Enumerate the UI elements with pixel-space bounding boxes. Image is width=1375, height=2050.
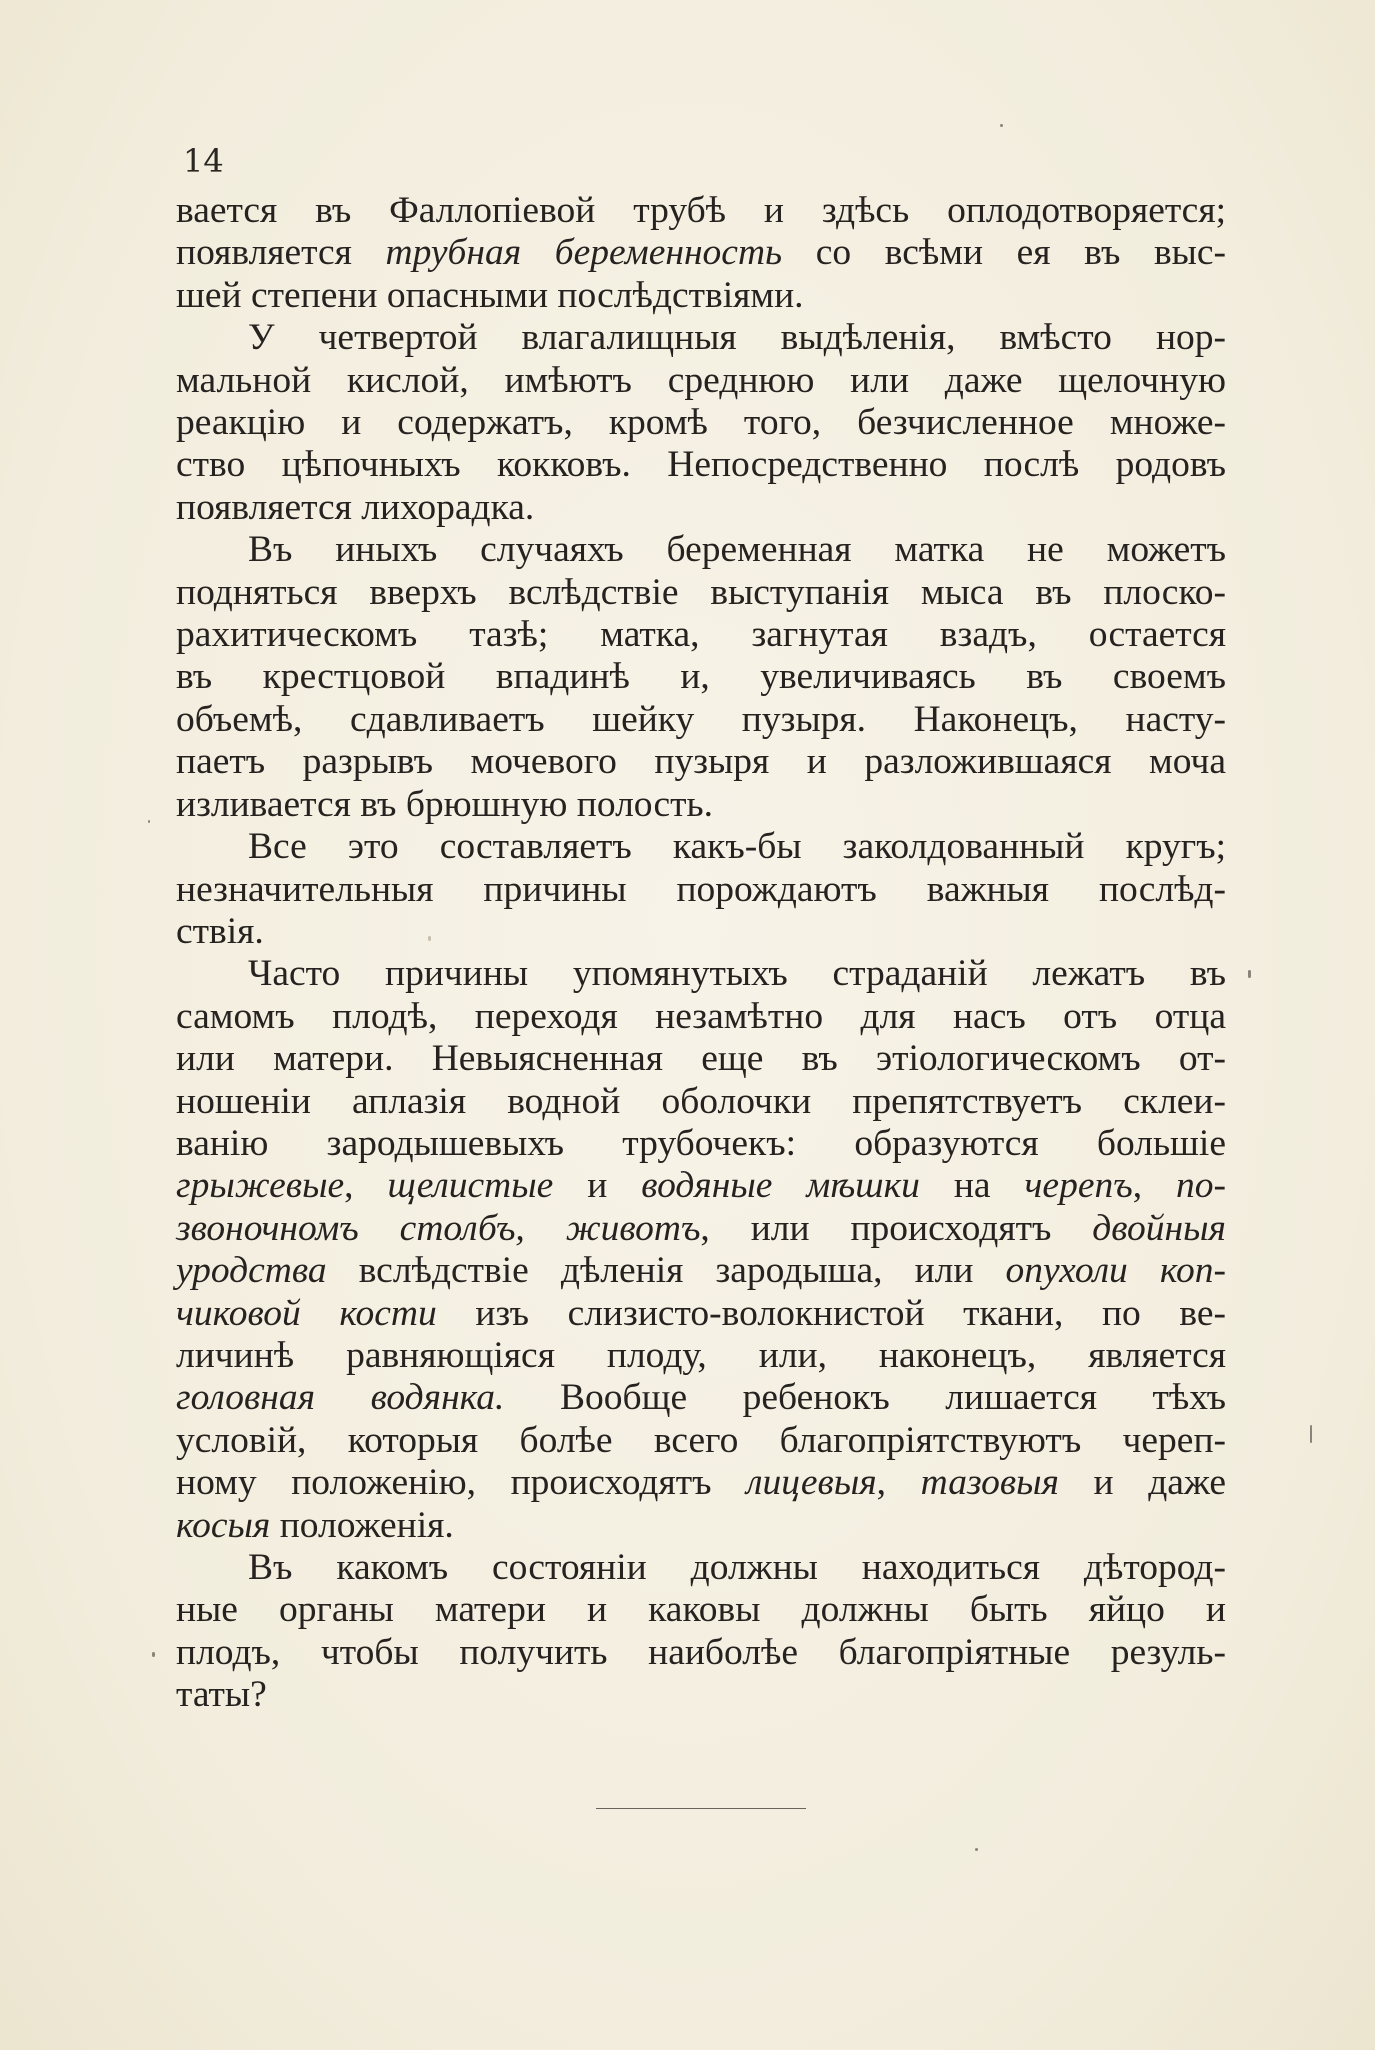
- text-segment: и даже: [1058, 1462, 1227, 1504]
- italic-term: уродства: [176, 1250, 327, 1292]
- italic-term: звоночномъ столбъ, животъ: [176, 1207, 701, 1249]
- text-line: [176, 1505, 1226, 1547]
- text-segment: Часто причины упомянутыхъ страданій лежатъ въ: [248, 953, 1226, 995]
- page-number: 14: [183, 142, 224, 180]
- italic-term: черепъ: [1024, 1165, 1133, 1207]
- italic-term: тазовыя: [920, 1462, 1059, 1504]
- text-segment: вается въ Фаллопіевой трубѣ и здѣсь оплодотворяется;: [176, 190, 1226, 231]
- text-segment: ,: [876, 1462, 921, 1504]
- text-segment: У четвертой влагалищныя выдѣленія, вмѣсто нор-: [248, 317, 1226, 359]
- text-segment: , или происходятъ: [700, 1207, 1093, 1249]
- text-line: [176, 317, 1226, 359]
- italic-term: двойныя: [1092, 1207, 1226, 1249]
- text-segment: со всѣми ея въ выс-: [782, 232, 1226, 274]
- text-line: [176, 190, 1226, 232]
- body-text: [176, 190, 1226, 1717]
- text-line: [176, 1632, 1226, 1674]
- italic-term: щелистые: [387, 1165, 554, 1207]
- italic-term: головная водянка.: [176, 1377, 505, 1419]
- paper-speck: [152, 1652, 155, 1657]
- text-line: [176, 1335, 1226, 1377]
- paragraph: [176, 190, 1226, 317]
- text-segment: подняться вверхъ вслѣдствіе выступанія мыса въ плоско-: [176, 571, 1226, 613]
- text-line: [176, 826, 1226, 868]
- text-segment: ные органы матери и каковы должны быть яйцо и: [176, 1589, 1226, 1631]
- italic-term: опухоли коп-: [1005, 1250, 1226, 1292]
- text-line: [176, 487, 1226, 529]
- paragraph: [176, 1547, 1226, 1717]
- text-line: [176, 784, 1226, 826]
- text-segment: условій, которыя болѣе всего благопріятствуютъ череп-: [176, 1419, 1226, 1461]
- text-segment: ношеніи аплазія водной оболочки препятствуетъ склеи-: [176, 1080, 1226, 1122]
- paper-speck: [1000, 124, 1003, 127]
- text-segment: ствія.: [176, 910, 264, 952]
- italic-term: мѣшки: [806, 1165, 920, 1207]
- text-line: [176, 275, 1226, 317]
- text-segment: плодъ, чтобы получить наиболѣе благопріятные резуль-: [176, 1631, 1226, 1673]
- text-line: [176, 1123, 1226, 1165]
- text-segment: реакцію и содержатъ, кромѣ того, безчисленное множе-: [176, 402, 1226, 444]
- paper-speck: [975, 1848, 978, 1851]
- italic-term: чиковой кости: [176, 1292, 437, 1334]
- text-line: [176, 699, 1226, 741]
- paragraph: [176, 826, 1226, 953]
- paper-speck: [1310, 1425, 1312, 1443]
- text-line: [176, 953, 1226, 995]
- paragraph: [176, 953, 1226, 1547]
- text-line: [176, 1081, 1226, 1123]
- text-segment: Въ иныхъ случаяхъ беременная матка не можетъ: [248, 529, 1226, 571]
- text-segment: незначительныя причины порождаютъ важныя послѣд-: [176, 868, 1226, 910]
- text-line: [176, 572, 1226, 614]
- text-segment: или матери. Невыясненная еще въ этіологическомъ от-: [176, 1038, 1226, 1080]
- text-segment: появляется: [176, 232, 386, 274]
- text-line: [176, 1038, 1226, 1080]
- text-segment: положенія.: [270, 1504, 454, 1546]
- paper-speck: [428, 936, 431, 941]
- text-segment: Въ какомъ состояніи должны находиться дѣтород-: [248, 1547, 1226, 1588]
- text-segment: рахитическомъ тазѣ; матка, загнутая взадъ, остается: [176, 614, 1226, 656]
- text-line: [176, 1165, 1226, 1207]
- text-line: [176, 1547, 1226, 1589]
- italic-term: по-: [1176, 1165, 1227, 1207]
- text-segment: личинѣ равняющіяся плоду, или, наконецъ, является: [176, 1334, 1226, 1376]
- text-line: [176, 360, 1226, 402]
- text-segment: въ крестцовой впадинѣ и, увеличиваясь въ своемъ: [176, 656, 1226, 698]
- italic-term: трубная беременность: [385, 232, 783, 274]
- text-line: [176, 614, 1226, 656]
- paper-speck: [1248, 970, 1251, 978]
- text-segment: шей степени опасными послѣдствіями.: [176, 274, 804, 316]
- text-segment: на: [919, 1165, 1025, 1207]
- text-line: [176, 1462, 1226, 1504]
- text-line: [176, 1589, 1226, 1631]
- text-line: [176, 1293, 1226, 1335]
- paper-speck: [148, 820, 150, 823]
- text-segment: Вообще ребенокъ лишается тѣхъ: [504, 1377, 1226, 1419]
- text-line: [176, 444, 1226, 486]
- text-segment: ванію зародышевыхъ трубочекъ: образуются большіе: [176, 1122, 1226, 1164]
- text-line: [176, 402, 1226, 444]
- text-segment: паетъ разрывъ мочевого пузыря и разложившаяся моча: [176, 741, 1226, 783]
- text-segment: Все это составляетъ какъ-бы заколдованный кругъ;: [248, 826, 1226, 868]
- text-segment: объемѣ, сдавливаетъ шейку пузыря. Наконецъ, насту-: [176, 698, 1226, 740]
- text-line: [176, 1250, 1226, 1292]
- text-segment: вслѣдствіе дѣленія зародыша, или: [326, 1250, 1006, 1292]
- paragraph: [176, 529, 1226, 826]
- italic-term: водяные: [641, 1165, 773, 1207]
- text-segment: появляется лихорадка.: [176, 486, 535, 528]
- text-line: [176, 1420, 1226, 1462]
- text-segment: ,: [344, 1165, 388, 1207]
- text-segment: и: [553, 1165, 642, 1207]
- text-segment: ,: [1132, 1165, 1177, 1207]
- text-line: [176, 741, 1226, 783]
- text-segment: самомъ плодѣ, переходя незамѣтно для насъ отъ отца: [176, 995, 1226, 1037]
- text-segment: таты?: [176, 1674, 267, 1716]
- text-line: [176, 656, 1226, 698]
- text-segment: ному положенію, происходятъ: [176, 1462, 747, 1504]
- text-line: [176, 911, 1226, 953]
- text-line: [176, 869, 1226, 911]
- italic-term: лицевыя: [746, 1462, 877, 1504]
- text-line: [176, 1674, 1226, 1716]
- text-line: [176, 232, 1226, 274]
- text-segment: ство цѣпочныхъ кокковъ. Непосредственно послѣ родовъ: [176, 444, 1226, 486]
- italic-term: косыя: [176, 1504, 271, 1546]
- text-segment: мальной кислой, имѣютъ среднюю или даже щелочную: [176, 359, 1226, 401]
- text-line: [176, 996, 1226, 1038]
- end-rule: [596, 1808, 806, 1809]
- text-line: [176, 1208, 1226, 1250]
- text-line: [176, 1377, 1226, 1419]
- text-segment: изъ слизисто-волокнистой ткани, по ве-: [436, 1292, 1226, 1334]
- text-segment: [772, 1165, 806, 1206]
- paragraph: [176, 317, 1226, 529]
- text-segment: изливается въ брюшную полость.: [176, 783, 713, 825]
- italic-term: грыжевые: [176, 1165, 345, 1207]
- text-line: [176, 529, 1226, 571]
